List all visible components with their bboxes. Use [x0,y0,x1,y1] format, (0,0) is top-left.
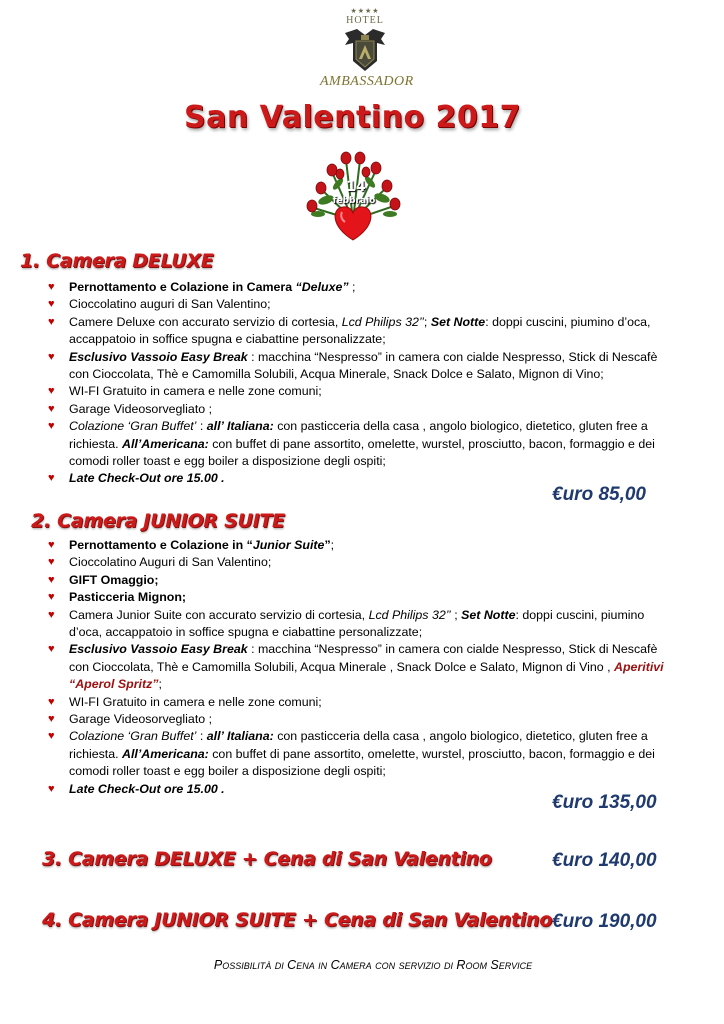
heart-bullet-icon: ♥ [48,556,55,569]
list-item: ♥ Pernottamento e Colazione in Camera “Deluxe” ; [48,279,676,296]
heart-bullet-icon: ♥ [48,281,55,293]
list-item: ♥ Esclusivo Vassoio Easy Break : macchina “Nespresso” in camera con cialde Nespresso, Stick di Nescafè con Cioccolata, Thè e Camomilla Solubili, Acqua Minerale , Snack Dolce e Salato, Mignon di Vino , Aperitivi “Aperol Spritz”; [48,642,664,692]
heart-bullet-icon: ♥ [48,695,55,708]
heart-bullet-icon: ♥ [48,298,55,311]
footer-note: Possibilità di Cena in Camera con servizio di Room Service [213,958,533,972]
list-item: ♥ GIFT Omaggio; [48,572,676,589]
section-4-title: 4. Camera JUNIOR SUITE + Cena di San Valentino [42,909,552,931]
section-1-list [48,279,676,488]
badge-day: 14 [346,179,366,195]
list-item: ♥ Late Check-Out ore 15.00 . [48,781,676,798]
section-1-price: €uro 85,00 [552,484,646,505]
list-item: ♥ Camere Deluxe con accurato servizio di cortesia, Lcd Philips 32’’; Set Notte: doppi cuscini, piumino d’oca, accappatoio in soffice spugna e ciabattine personalizzate; [48,314,651,347]
logo-hotel-text: HOTEL [346,15,384,26]
section-3-title: 3. Camera DELUXE + Cena di San Valentino [42,848,492,870]
list-item: ♥ Pernottamento e Colazione in “Junior Suite”; [48,537,676,554]
list-item: ♥ Cioccolatino Auguri di San Valentino; [48,554,676,571]
list-item: ♥ Pasticceria Mignon; [48,589,676,606]
list-item: ♥ Colazione ‘Gran Buffet’ : all’ Italiana: con pasticceria della casa , angolo biologico, dietetico, gluten free a richiesta. All’Americana: con buffet di pane assortito, omelette, wurstel, prosciutto, bacon, formaggio e dei comodi roller toast e egg boiler a disposizione degli ospiti; [48,729,655,779]
crest-icon [341,27,389,73]
heart-bullet-icon: ♥ [48,420,55,433]
badge-month: febbraio [332,196,376,206]
list-item: ♥ WI-FI Gratuito in camera e nelle zone comuni; [48,383,676,400]
list-item: ♥ Cioccolatino auguri di San Valentino; [48,296,676,313]
section-2-list [48,537,676,798]
list-item: ♥ Late Check-Out ore 15.00 . [48,470,676,487]
heart-bullet-icon: ♥ [48,782,55,795]
heart-bullet-icon: ♥ [48,315,55,328]
section-1-title: 1. Camera DELUXE [20,250,214,272]
list-item: ♥ Camera Junior Suite con accurato servizio di cortesia, Lcd Philips 32’’ ; Set Notte: doppi cuscini, piumino d’oca, accappatoio in soffice spugna e ciabattine personalizzate; [48,607,645,640]
list-item: ♥ WI-FI Gratuito in camera e nelle zone comuni; [48,694,676,711]
logo-name: AMBASSADOR [320,74,414,89]
section-3-price: €uro 140,00 [552,850,657,871]
heart-bullet-icon: ♥ [48,713,55,726]
section-2-title: 2. Camera JUNIOR SUITE [31,510,285,532]
heart-bullet-icon: ♥ [48,385,55,398]
list-item: ♥ Garage Videosorvegliato ; [48,711,676,728]
heart-bullet-icon: ♥ [48,591,55,604]
heart-bullet-icon: ♥ [48,402,55,415]
logo-stars: ★★★★ [350,8,380,15]
hotel-logo [320,8,414,94]
heart-bullet-icon: ♥ [48,608,55,621]
list-item: ♥ Garage Videosorvegliato ; [48,401,676,418]
page-title: San Valentino 2017 [184,100,521,135]
heart-bullet-icon: ♥ [48,472,55,485]
heart-bullet-icon: ♥ [48,539,55,551]
list-item: ♥ Colazione ‘Gran Buffet’ : all’ Italiana: con pasticceria della casa , angolo biologico, dietetico, gluten free a richiesta. All’Americana: con buffet di pane assortito, omelette, wurstel, prosciutto, bacon, formaggio e dei comodi roller toast e egg boiler a disposizione degli ospiti; [48,419,655,469]
heart-bullet-icon: ♥ [48,573,55,586]
section-4-price: €uro 190,00 [552,911,657,932]
heart-bullet-icon: ♥ [48,643,55,656]
section-2-price: €uro 135,00 [552,792,657,813]
heart-bullet-icon: ♥ [48,730,55,743]
list-item: ♥ Esclusivo Vassoio Easy Break : macchina “Nespresso” in camera con cialde Nespresso, Stick di Nescafè con Cioccolata, Thè e Camomilla Solubili, Acqua Minerale, Snack Dolce e Salato, Mignon di Vino; [48,349,658,382]
heart-bullet-icon: ♥ [48,350,55,363]
